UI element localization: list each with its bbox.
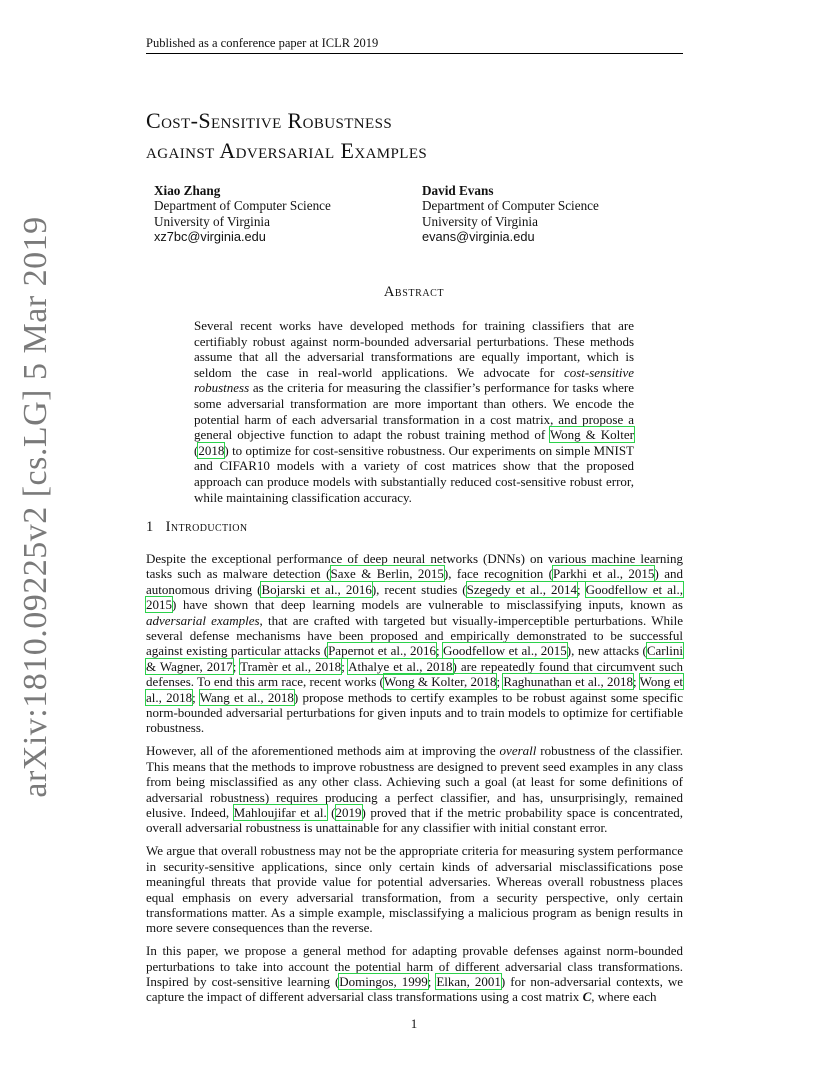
text: ) have shown that deep learning models are vulnerable to misclassifying inputs, known as	[172, 597, 683, 613]
text: Despite the exceptional performance of deep neural networks (DNNs) on various machine learning tasks such as malware detection (	[146, 551, 683, 582]
text: to optimize for cost-sensitive robustness. Our experiments on simple MNIST and CIFAR10 models with a variety of cost matrices show that the proposed approach can produce models with substantially reduced cost-sensitive robust error, while maintaining classification accuracy.	[194, 442, 634, 505]
citation-link[interactable]: Szegedy et al., 2014	[466, 581, 577, 597]
section-heading	[146, 519, 248, 536]
section-number: 1	[146, 519, 154, 535]
citation-link[interactable]: Bojarski et al., 2016	[261, 581, 372, 597]
text: ), new attacks (	[566, 643, 647, 659]
author-email[interactable]: evans@virginia.edu	[422, 229, 535, 245]
author-univ: University of Virginia	[422, 213, 538, 229]
citation-link[interactable]: Domingos, 1999	[339, 974, 428, 990]
text: as the criteria for measuring the classifier’s performance for tasks where some adversarial transformation are more important than others. We encode the potential harm of each adversarial transformation in a cost matrix, and propose a general objective function to adapt the robust training method of	[194, 380, 634, 443]
author-univ: University of Virginia	[154, 213, 270, 229]
text: ), recent studies (	[371, 581, 467, 597]
citation-link[interactable]: Carlini & Wagner, 2017	[146, 643, 683, 674]
citation-link[interactable]: Goodfellow et al., 2015	[443, 643, 567, 659]
author-dept: Department of Computer Science	[154, 198, 331, 214]
citation-link[interactable]: 2019	[335, 805, 362, 820]
citation-link[interactable]: Tramèr et al., 2018	[240, 658, 342, 674]
text: Several recent works have developed methods for training classifiers that are certifiably robust against norm-bounded adversarial perturbations. These methods assume that all the adversarial transformations are equally important, which is seldom the case in real-world applications. We advocate for	[194, 318, 634, 380]
citation-link[interactable]: 2018	[198, 442, 225, 458]
text: ;	[632, 674, 640, 690]
text: proved that if the metric probability space is concentrated, overall adversarial robustness is unattainable for any classifier with initial constant error.	[146, 805, 683, 836]
text: , where each	[591, 989, 657, 1005]
text: However, all of the aforementioned methods aim at improving the	[146, 743, 500, 759]
citation-link[interactable]: Mahloujifar et al.	[233, 805, 327, 820]
text: ;	[232, 658, 241, 674]
header-rule	[146, 53, 683, 54]
text: ) and autonomous driving (	[146, 566, 683, 597]
text: ) propose methods to certify examples to be robust against some specific norm-bounded adversarial perturbations for given inputs and to train models to optimize for certifiable robustness.	[146, 689, 683, 736]
text: ;	[435, 643, 444, 659]
text: ;	[576, 581, 586, 597]
text: , that are crafted with targeted but visually-imperceptible perturbations. While several defense mechanisms have been proposed and empirically demonstrated to be successful against existing particular attacks (	[146, 612, 683, 659]
paragraph	[146, 943, 683, 1005]
citation-link[interactable]: Parkhi et al., 2015	[552, 566, 655, 582]
text: In this paper, we propose a general method for adapting provable defenses against norm-bounded perturbations to take into account the potential harm of different adversarial class transformations. Inspired by cost-sensitive learning (	[146, 943, 683, 990]
citation-link[interactable]: Wong & Kolter	[549, 427, 634, 443]
title-line-2: against Adversarial Examples	[146, 138, 428, 163]
emphasis: cost-sensitive robustness	[194, 364, 634, 396]
text: ;	[496, 674, 504, 690]
title-line-1: Cost-Sensitive Robustness	[146, 108, 393, 133]
math-symbol: C	[582, 989, 592, 1005]
body-text	[146, 551, 683, 1012]
text: robustness of the classifier. This means that the methods to improve robustness are designed to prevent seed examples in any class from being misclassified as any other class. Achieving such a goal (at least for some definitions of adversarial robustness) requires producing a perfect classifier, and has, unsurprisingly, remained elusive. Indeed,	[146, 743, 683, 820]
emphasis: overall	[499, 743, 537, 759]
text: ) are repeatedly found that circumvent such defenses. To end this arm race, recent works (	[146, 658, 683, 690]
citation-link[interactable]: Wong et al., 2018	[146, 674, 683, 705]
arxiv-watermark: arXiv:1810.09225v2 [cs.LG] 5 Mar 2019	[17, 216, 54, 798]
citation-link[interactable]: Goodfellow et al., 2015	[146, 581, 683, 613]
citation-link[interactable]: Papernot et al., 2016	[328, 643, 436, 659]
text: ;	[341, 658, 349, 674]
citation-link[interactable]: Saxe & Berlin, 2015	[330, 566, 444, 582]
citation-link[interactable]: Wong & Kolter, 2018	[383, 674, 497, 690]
author-name: David Evans	[422, 183, 494, 198]
paragraph: We argue that overall robustness may not be the appropriate criteria for measuring system performance in security-sensitive applications, since only certain kinds of adversarial misclassifications pose meaningful threats that provide value for potential adversaries. Whereas overall robustness places equal emphasis on every adversarial transformation, from a security perspective, only certain transformations matter. As a simple example, misclassifying a malicious program as benign results in more severe consequences than the reverse.	[146, 843, 683, 936]
text: ) for non-adversarial contexts, we capture the impact of different adversarial class transformations using a cost matrix	[146, 974, 683, 1005]
author-email[interactable]: xz7bc@virginia.edu	[154, 229, 266, 245]
text: ;	[192, 689, 200, 705]
running-header: Published as a conference paper at ICLR 2019	[146, 36, 379, 50]
paragraph: However, all of the aforementioned methods aim at improving the overall robustness of the classifier. This means that the methods to improve robustness are designed to prevent seed examples in any class from being misclassified as any other class. Achieving such a goal (at least for some definitions of adversarial robustness) requires producing a perfect classifier, and has, unsurprisingly, remained elusive. Indeed, Mahloujifar et al. (2019) proved that if the metric probability space is concentrated, overall adversarial robustness is unattainable for any classifier with initial constant error.	[146, 743, 683, 836]
citation-link[interactable]: Athalye et al., 2018	[348, 658, 453, 674]
emphasis: adversarial examples	[146, 612, 260, 628]
author-dept: Department of Computer Science	[422, 198, 599, 214]
author-block-2	[422, 183, 599, 245]
author-block-1	[154, 183, 331, 245]
author-name: Xiao Zhang	[154, 183, 221, 198]
abstract-heading: Abstract	[383, 284, 445, 300]
page-number: 1	[410, 1016, 418, 1031]
citation-link[interactable]: Raghunathan et al., 2018	[503, 674, 633, 690]
text: ), face recognition (	[443, 566, 553, 582]
citation-link[interactable]: Wang et al., 2018	[199, 689, 294, 705]
abstract-text: Several recent works have developed methods for training classifiers that are certifiably robust against norm-bounded adversarial perturbations. These methods assume that all the adversarial transformations are equally important, which is seldom the case in real-world applications. We advocate for cost-sensitive robustness as the criteria for measuring the classifier’s performance for tasks where some adversarial transformation are more important than others. We encode the potential harm of each adversarial transformation in a cost matrix, and propose a general objective function to adapt the robust training method of Wong & Kolter (2018) to optimize for cost-sensitive robustness. Our experiments on simple MNIST and CIFAR10 models with a variety of cost matrices show that the proposed approach can produce models with substantially reduced cost-sensitive robust error, while maintaining classification accuracy.	[194, 318, 634, 505]
citation-link[interactable]: Elkan, 2001	[436, 974, 501, 990]
paragraph	[146, 551, 683, 736]
paper-title	[146, 106, 427, 166]
section-title: Introduction	[165, 519, 248, 535]
text: ;	[427, 974, 437, 990]
